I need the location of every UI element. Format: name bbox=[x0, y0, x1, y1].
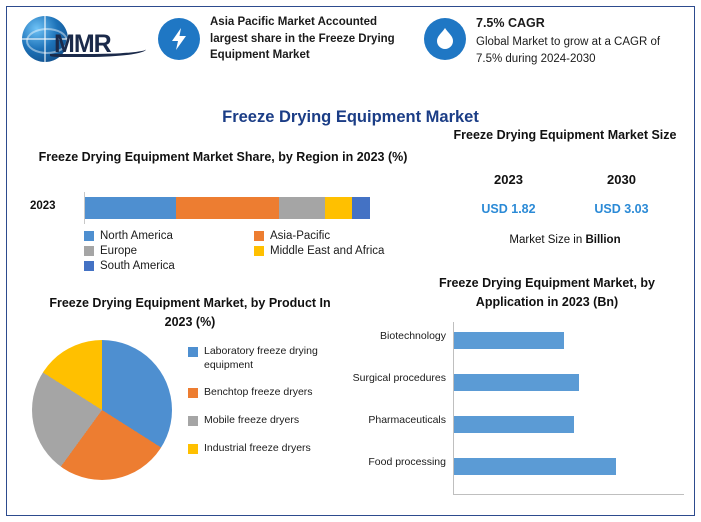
flame-icon bbox=[424, 18, 466, 60]
legend-label: Asia-Pacific bbox=[270, 230, 331, 242]
legend-label: Industrial freeze dryers bbox=[204, 441, 311, 454]
legend-label: Laboratory freeze drying equipment bbox=[204, 345, 318, 371]
application-row bbox=[348, 330, 684, 372]
application-category-label: Food processing bbox=[368, 456, 446, 468]
product-pie-chart bbox=[32, 340, 172, 480]
legend-label: North America bbox=[100, 230, 173, 242]
region-segment bbox=[176, 197, 279, 219]
legend-row bbox=[84, 230, 424, 242]
application-row bbox=[348, 456, 684, 498]
region-stacked-bar-chart bbox=[30, 192, 390, 228]
legend-item-asia-pacific bbox=[254, 230, 330, 242]
legend-item-benchtop bbox=[188, 386, 358, 400]
market-size-year-2030: 2030 bbox=[607, 172, 636, 187]
legend-label: Europe bbox=[100, 245, 138, 257]
application-row bbox=[348, 414, 684, 456]
application-row bbox=[348, 372, 684, 414]
product-legend bbox=[188, 345, 358, 469]
lightning-bolt-icon bbox=[158, 18, 200, 60]
brand-name: MMR bbox=[54, 30, 111, 58]
legend-item-laboratory bbox=[188, 345, 358, 372]
application-bar bbox=[454, 374, 579, 391]
legend-row bbox=[84, 260, 424, 272]
legend-label: Benchtop freeze dryers bbox=[204, 386, 313, 399]
header-badge-body bbox=[476, 14, 668, 67]
market-size-value-2023: USD 1.82 bbox=[481, 202, 536, 216]
region-category-label: 2023 bbox=[30, 200, 56, 212]
logo-swoosh bbox=[50, 44, 146, 57]
legend-swatch bbox=[188, 416, 198, 426]
legend-item-industrial bbox=[188, 442, 358, 456]
application-category-label: Biotechnology bbox=[380, 330, 446, 342]
brand-logo bbox=[20, 14, 150, 64]
header-badge-text: Global Market to grow at a CAGR of 7.5% during 2024-2030 bbox=[476, 36, 661, 65]
legend-item-south-america bbox=[84, 260, 254, 272]
legend-row bbox=[84, 245, 424, 257]
market-size-unit-note bbox=[452, 234, 678, 246]
legend-swatch bbox=[254, 246, 264, 256]
region-segment bbox=[279, 197, 324, 219]
application-bar-chart bbox=[348, 322, 684, 502]
application-category-label: Surgical procedures bbox=[352, 372, 446, 384]
legend-swatch bbox=[188, 444, 198, 454]
market-size-note-unit: Billion bbox=[585, 234, 621, 246]
page-title: Freeze Drying Equipment Market bbox=[222, 108, 479, 126]
header-badge-title: 7.5% CAGR bbox=[476, 16, 545, 30]
legend-swatch bbox=[254, 231, 264, 241]
market-size-title: Freeze Drying Equipment Market Size bbox=[453, 128, 677, 142]
legend-swatch bbox=[84, 246, 94, 256]
market-size-value-2030: USD 3.03 bbox=[594, 202, 649, 216]
legend-item-north-america bbox=[84, 230, 254, 242]
legend-label: South America bbox=[100, 260, 175, 272]
application-bar bbox=[454, 458, 616, 475]
region-segment bbox=[85, 197, 176, 219]
application-bar bbox=[454, 332, 564, 349]
region-chart-title: Freeze Drying Equipment Market Share, by Region in 2023 (%) bbox=[38, 150, 408, 164]
legend-item-middle-east-africa bbox=[254, 245, 384, 257]
region-legend bbox=[84, 230, 424, 275]
region-segment bbox=[352, 197, 370, 219]
product-chart-title: Freeze Drying Equipment Market, by Product In 2023 (%) bbox=[49, 296, 331, 329]
legend-label: Middle East and Africa bbox=[270, 245, 385, 257]
legend-swatch bbox=[188, 388, 198, 398]
market-size-note-prefix: Market Size in bbox=[509, 234, 586, 246]
region-segment bbox=[325, 197, 352, 219]
market-size-values bbox=[452, 202, 678, 216]
region-stack bbox=[85, 197, 370, 219]
legend-swatch bbox=[84, 231, 94, 241]
legend-item-mobile bbox=[188, 414, 358, 428]
application-bar bbox=[454, 416, 574, 433]
legend-label: Mobile freeze dryers bbox=[204, 413, 300, 426]
application-category-label: Pharmaceuticals bbox=[368, 414, 446, 426]
market-size-year-2023: 2023 bbox=[494, 172, 523, 187]
legend-swatch bbox=[84, 261, 94, 271]
legend-swatch bbox=[188, 347, 198, 357]
header-badge-text: Asia Pacific Market Accounted largest share in the Freeze Drying Equipment Market bbox=[210, 16, 395, 62]
application-chart-title: Freeze Drying Equipment Market, by Application in 2023 (Bn) bbox=[438, 276, 656, 309]
market-size-years bbox=[452, 172, 678, 187]
legend-item-europe bbox=[84, 245, 254, 257]
